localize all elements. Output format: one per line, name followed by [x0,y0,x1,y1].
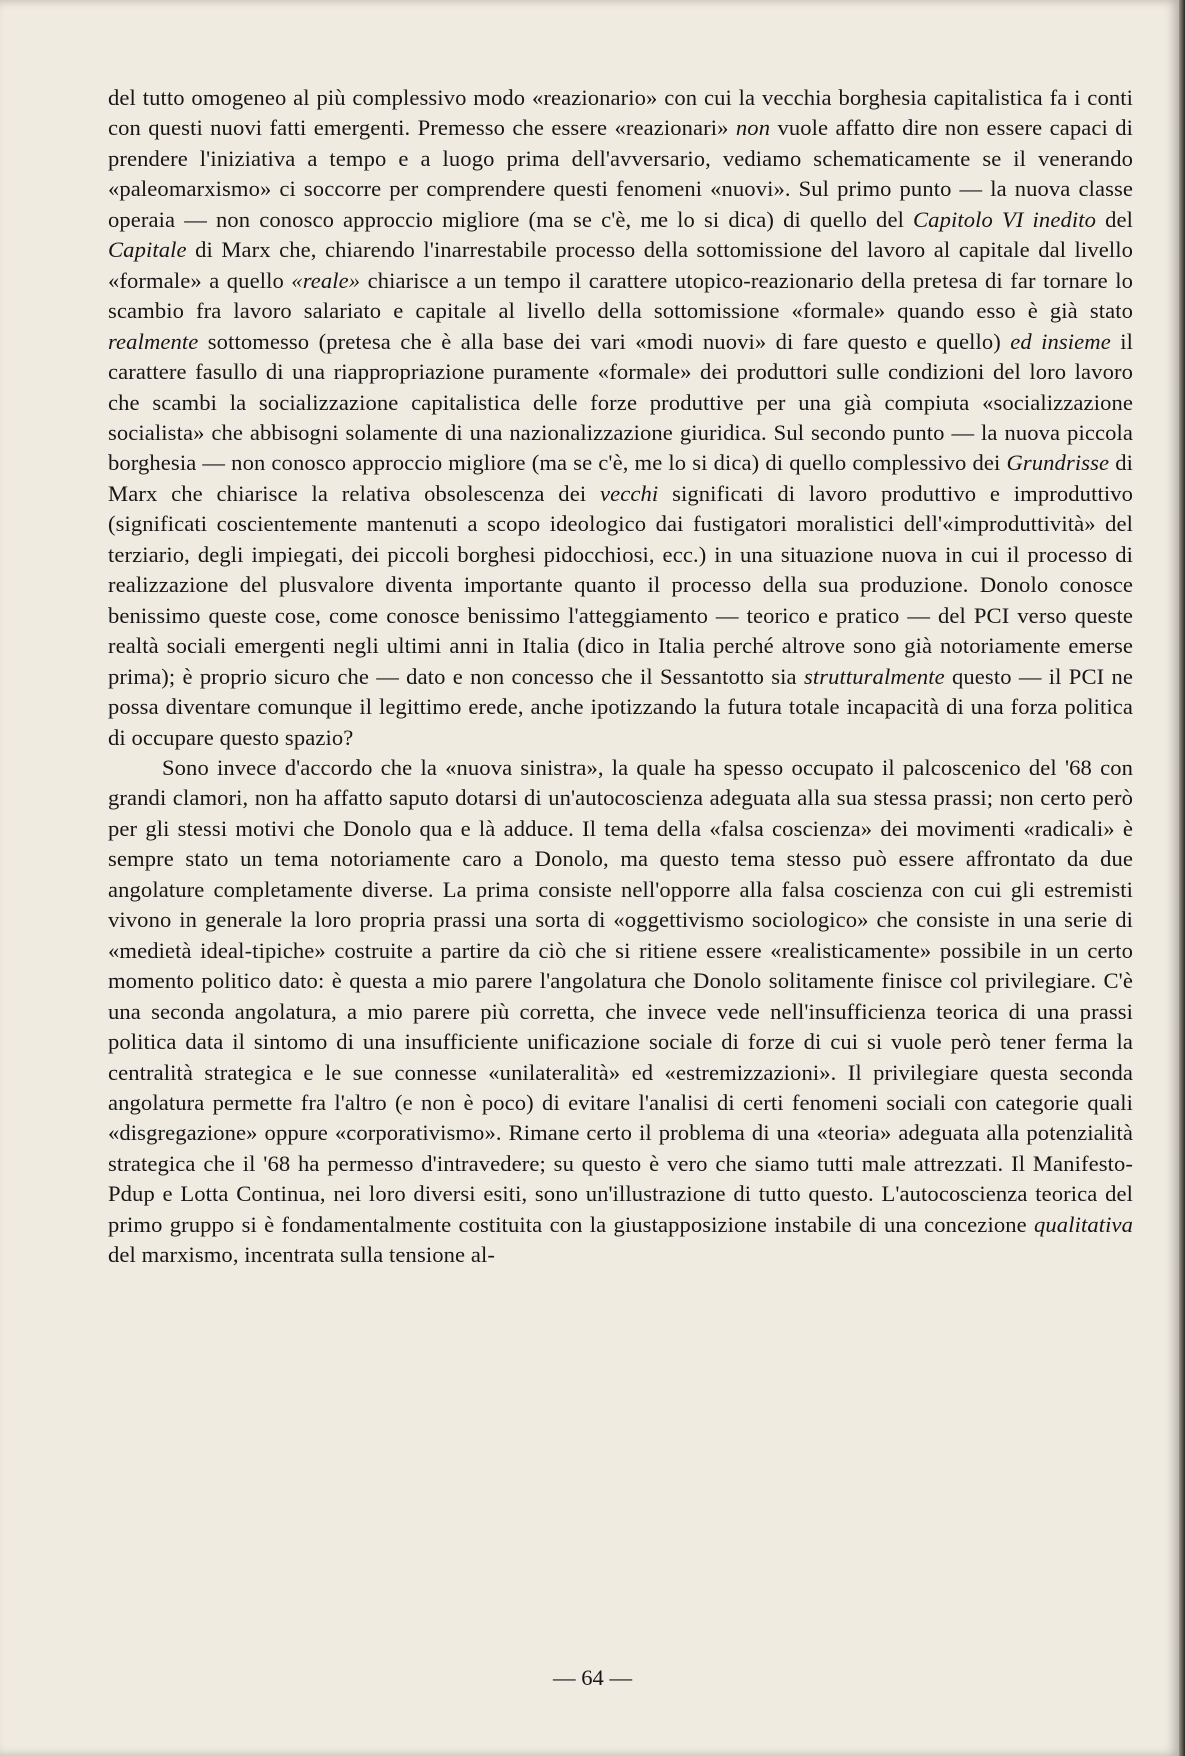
text-run: chiarisce a un tempo il carattere utopico-reazionario della pretesa di far tornare lo scambio fra lavoro salariato e capitale al livello della sottomissione «formale» quando esso è già stato [108,267,1133,324]
body-text [108,83,1133,1271]
text-run: del [1096,206,1133,232]
text-run: vuole affatto dire non essere capaci di prendere l'iniziativa a tempo e a luogo prima dell'avversario, vediamo schematicamente se il venerando «paleomarxismo» ci soccorre per comprendere questi fenomeni «nuovi». Sul primo punto — la nuova classe operaia — non conosco approccio migliore (ma se c'è, me lo si dica) di quello del [108,115,1133,232]
italic-text: realmente [108,328,199,354]
text-run: sottomesso (pretesa che è alla base dei vari «modi nuovi» di fare questo e quello) [198,328,1011,354]
italic-text: Capitolo VI inedito [913,206,1097,232]
italic-text: Grundrisse [1006,450,1110,476]
italic-text: qualitativa [1034,1211,1133,1237]
paragraph [108,83,1133,753]
page-edge [1179,0,1185,1756]
text-run: questo — il PCI ne possa diventare comunque il legittimo erede, anche ipotizzando la futura totale incapacità di una forza politica di occupare questo spazio? [108,663,1134,750]
text-run: Sono invece d'accordo che la «nuova sinistra», la quale ha spesso occupato il palcoscenico del '68 con grandi clamori, non ha affatto saputo dotarsi di un'autocoscienza adeguata alla sua stessa prassi; non certo però per gli stessi motivi che Donolo qua e là adduce. Il tema della «falsa coscienza» dei movimenti «radicali» è sempre stato un tema notoriamente caro a Donolo, ma questo tema stesso può essere affrontato da due angolature completamente diverse. La prima consiste nell'opporre alla falsa coscienza con cui gli estremisti vivono in generale la loro propria prassi una sorta di «oggettivismo sociologico» che consiste in una serie di «medietà ideal-tipiche» costruite a partire da ciò che si ritiene essere «realisticamente» possibile in un certo momento politico dato: è questa a mio parere l'angolatura che Donolo solitamente finisce col privilegiare. C'è una seconda angolatura, a mio parere più corretta, che invece vede nell'insufficienza teorica di una prassi politica data il sintomo di una insufficiente unificazione sociale di forze di cui si vuole però tener ferma la centralità strategica e le sue connesse «unilateralità» ed «estremizzazioni». Il privilegiare questa seconda angolatura permette fra l'altro (e non è poco) di evitare l'analisi di certi fenomeni sociali con categorie quali «disgregazione» oppure «corporativismo». Rimane certo il problema di una «teoria» adeguata alla potenzialità strategica che il '68 ha permesso d'intravedere; su questo è vero che siamo tutti male attrezzati. Il Manifesto-Pdup e Lotta Continua, nei loro diversi esiti, sono un'illustrazione di tutto questo. L'autocoscienza teorica del primo gruppo si è fondamentalmente costituita con la giustapposizione instabile di una concezione [108,754,1133,1237]
text-run: del marxismo, incentrata sulla tensione al- [108,1242,496,1268]
text-run: significati di lavoro produttivo e improduttivo (significati coscientemente mantenuti a scopo ideologico dai fustigatori moralistici dell'«improduttività» del terziario, degli impiegati, dei piccoli borghesi pidocchiosi, ecc.) in una situazione nuova in cui il processo di realizzazione del plusvalore diventa importante quanto il processo della sua produzione. Donolo conosce benissimo queste cose, come conosce benissimo l'atteggiamento — teorico e pratico — del PCI verso queste realtà sociali emergenti negli ultimi anni in Italia (dico in Italia perché altrove sono già notoriamente emerse prima); è proprio sicuro che — dato e non concesso che il Sessantotto sia [108,480,1133,689]
paragraph [108,753,1133,1271]
text-run: di Marx che, chiarendo l'inarrestabile processo della sottomissione del lavoro al capitale dal livello «formale» a quello [108,237,1133,293]
italic-text: «reale» [291,267,361,293]
text-run: del tutto omogeneo al più complessivo modo «reazionario» con cui la vecchia borghesia capitalistica fa i conti con questi nuovi fatti emergenti. Premesso che essere «reazionari» [108,85,1133,141]
page-number: — 64 — [552,1665,633,1690]
italic-text: strutturalmente [803,663,945,689]
text-run: il carattere fasullo di una riappropriazione puramente «formale» dei produttori sulle condizioni del loro lavoro che scambi la socializzazione capitalistica delle forze produttive per una già compiuta «socializzazione socialista» che abbisogni solamente di una nazionalizzazione giuridica. Sul secondo punto — la nuova piccola borghesia — non conosco approccio migliore (ma se c'è, me lo si dica) di quello complessivo dei [108,328,1133,476]
italic-text: vecchi [600,480,659,506]
italic-text: ed insieme [1010,328,1111,354]
italic-text: Capitale [108,237,187,263]
text-run: di Marx che chiarisce la relativa obsolescenza dei [108,450,1133,506]
italic-text: non [735,115,771,141]
